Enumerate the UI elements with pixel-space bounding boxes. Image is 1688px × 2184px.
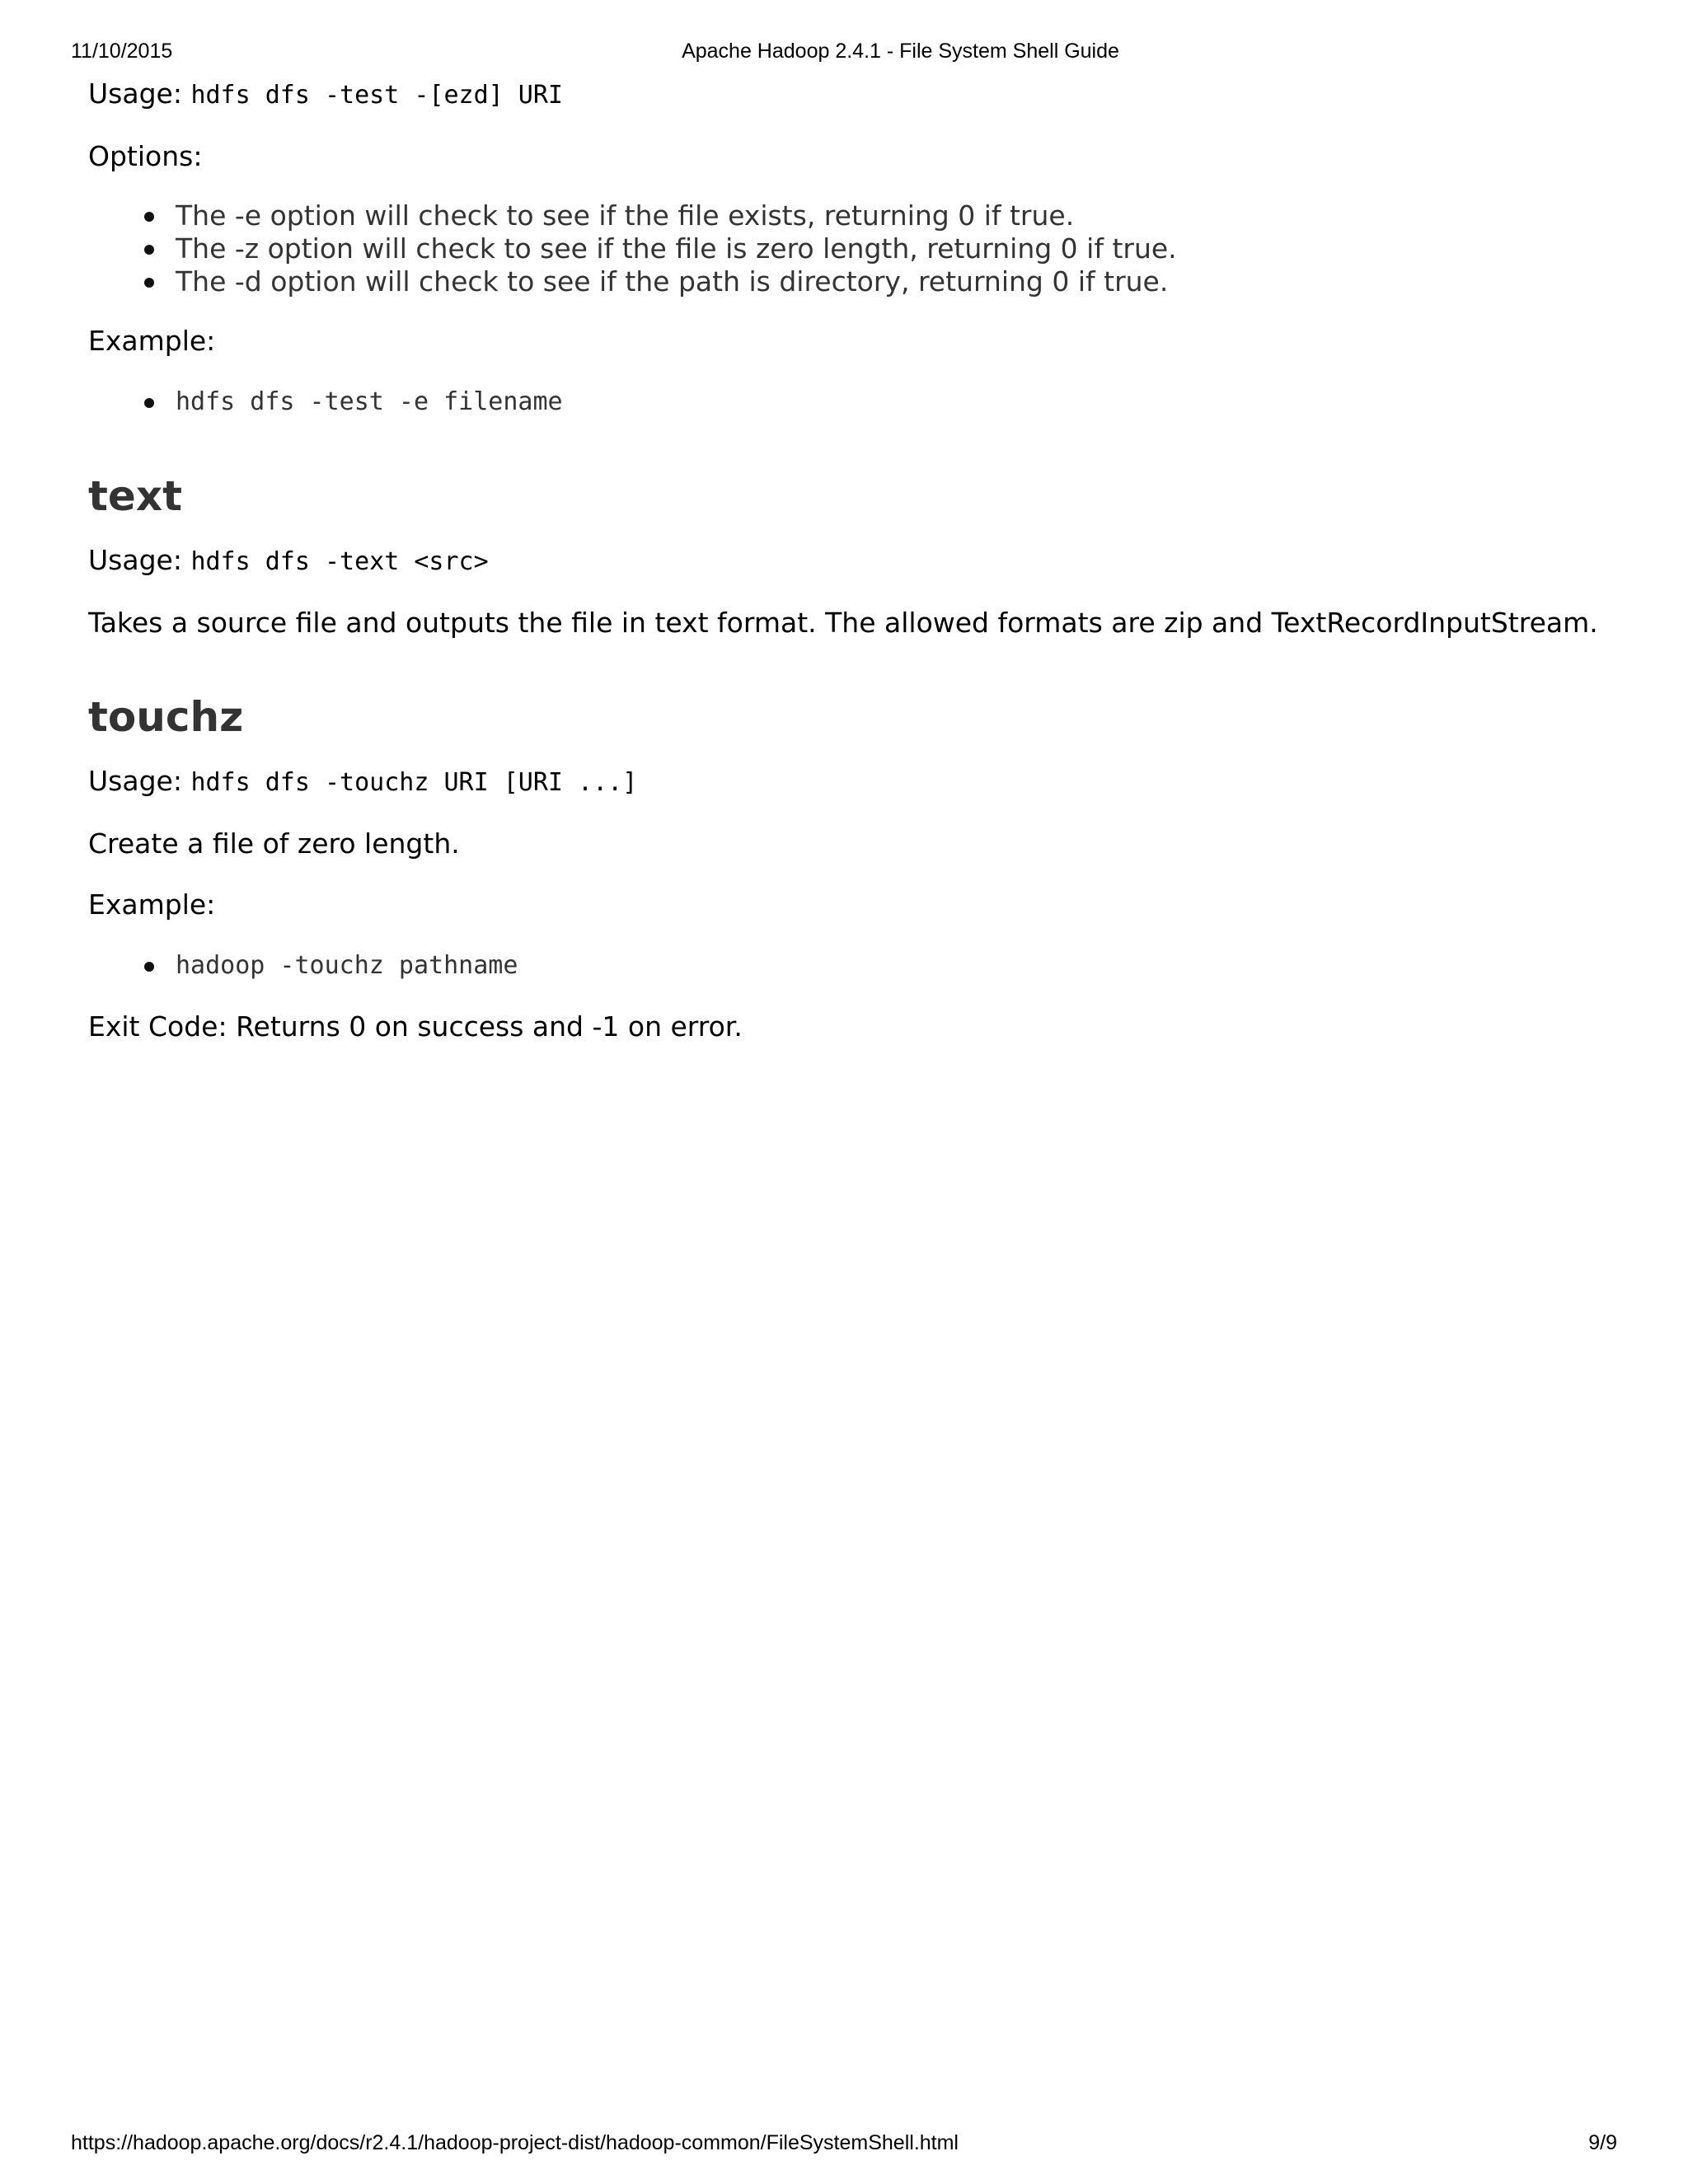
option-text: The -d option will check to see if the path is directory, returning 0 if true. bbox=[176, 265, 1169, 298]
text-usage bbox=[88, 542, 1613, 580]
bullet-icon bbox=[144, 398, 154, 408]
bullet-icon bbox=[144, 962, 154, 972]
test-options-list bbox=[88, 199, 1613, 298]
touchz-usage bbox=[88, 763, 1613, 801]
section-title-text: text bbox=[88, 472, 182, 520]
text-description: Takes a source file and outputs the file in text format. The allowed formats are zip and TextRecordInputStream. bbox=[88, 607, 1598, 639]
option-text: The -z option will check to see if the file is zero length, returning 0 if true. bbox=[176, 232, 1177, 265]
list-item bbox=[176, 948, 1613, 984]
list-item bbox=[176, 384, 1613, 420]
page-number: 9/9 bbox=[1588, 2131, 1617, 2154]
text-usage-code: hdfs dfs -text <src> bbox=[190, 547, 489, 576]
touchz-example-label: Example: bbox=[88, 888, 216, 921]
print-footer bbox=[0, 2131, 1688, 2159]
text-usage-label: Usage: bbox=[88, 544, 182, 576]
test-usage-label: Usage: bbox=[88, 77, 182, 110]
test-usage-code: hdfs dfs -test -[ezd] URI bbox=[190, 81, 563, 110]
list-item bbox=[176, 199, 1613, 232]
test-usage bbox=[88, 76, 1613, 114]
touchz-example-list bbox=[88, 948, 1613, 984]
list-item bbox=[176, 265, 1613, 298]
bullet-icon bbox=[144, 212, 154, 222]
print-date: 11/10/2015 bbox=[71, 40, 173, 63]
example-code: hdfs dfs -test -e filename bbox=[176, 387, 563, 416]
print-title: Apache Hadoop 2.4.1 - File System Shell Guide bbox=[682, 40, 1119, 63]
document-content bbox=[88, 76, 1613, 1070]
list-item bbox=[176, 232, 1613, 265]
test-example-list bbox=[88, 384, 1613, 420]
touchz-exit-code: Exit Code: Returns 0 on success and -1 on error. bbox=[88, 1010, 743, 1043]
touchz-usage-code: hdfs dfs -touchz URI [URI ...] bbox=[190, 768, 638, 797]
print-url: https://hadoop.apache.org/docs/r2.4.1/hadoop-project-dist/hadoop-common/FileSystemShell.html bbox=[71, 2131, 959, 2154]
test-example-label: Example: bbox=[88, 325, 216, 357]
option-text: The -e option will check to see if the file exists, returning 0 if true. bbox=[176, 199, 1075, 232]
section-title-touchz: touchz bbox=[88, 693, 244, 741]
bullet-icon bbox=[144, 278, 154, 288]
example-code: hadoop -touchz pathname bbox=[176, 951, 518, 980]
touchz-description: Create a file of zero length. bbox=[88, 827, 460, 860]
test-options-label: Options: bbox=[88, 140, 203, 172]
touchz-usage-label: Usage: bbox=[88, 765, 182, 797]
print-header bbox=[0, 40, 1688, 68]
bullet-icon bbox=[144, 245, 154, 255]
